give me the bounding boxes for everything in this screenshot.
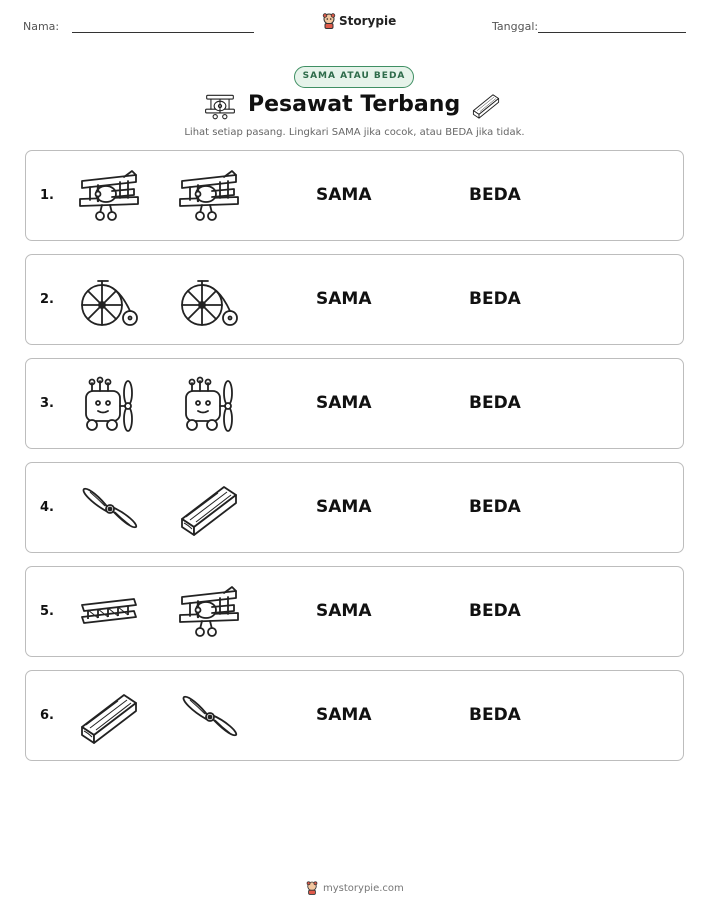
different-option[interactable]: BEDA [469, 705, 521, 725]
category-badge: SAMA ATAU BEDA [294, 66, 414, 88]
same-option[interactable]: SAMA [316, 289, 372, 309]
date-label: Tanggal: [492, 20, 539, 33]
same-option[interactable]: SAMA [316, 393, 372, 413]
wooden-plank-icon [178, 479, 240, 539]
question-row [25, 358, 684, 449]
brand-logo [322, 13, 396, 29]
question-number: 2. [40, 292, 54, 307]
footer [306, 881, 404, 895]
biplane-icon [178, 583, 240, 643]
propeller-icon [178, 687, 240, 747]
question-number: 1. [40, 188, 54, 203]
storypie-mascot-icon [322, 13, 336, 29]
instructions: Lihat setiap pasang. Lingkari SAMA jika cocok, atau BEDA jika tidak. [184, 127, 525, 138]
question-row [25, 670, 684, 761]
airplane-engine-icon [78, 375, 140, 435]
question-row [25, 150, 684, 241]
penny-farthing-bicycle-icon [78, 271, 140, 331]
same-option[interactable]: SAMA [316, 705, 372, 725]
different-option[interactable]: BEDA [469, 185, 521, 205]
footer-url: mystorypie.com [323, 882, 404, 894]
biplane-icon [178, 167, 240, 227]
question-number: 5. [40, 604, 54, 619]
different-option[interactable]: BEDA [469, 393, 521, 413]
different-option[interactable]: BEDA [469, 289, 521, 309]
question-row [25, 566, 684, 657]
brand-name: Storypie [339, 14, 397, 28]
biplane-icon [78, 167, 140, 227]
penny-farthing-bicycle-icon [178, 271, 240, 331]
same-option[interactable]: SAMA [316, 601, 372, 621]
airplane-engine-icon [178, 375, 240, 435]
biplane-icon [200, 90, 240, 122]
question-number: 4. [40, 500, 54, 515]
question-row [25, 254, 684, 345]
name-label: Nama: [23, 20, 60, 33]
different-option[interactable]: BEDA [469, 497, 521, 517]
question-number: 3. [40, 396, 54, 411]
propeller-icon [78, 479, 140, 539]
different-option[interactable]: BEDA [469, 601, 521, 621]
wing-frame-icon [78, 583, 140, 643]
date-line[interactable] [538, 32, 686, 33]
name-line[interactable] [72, 32, 254, 33]
same-option[interactable]: SAMA [316, 185, 372, 205]
wooden-plank-icon [468, 92, 504, 120]
storypie-mascot-icon [306, 881, 318, 895]
same-option[interactable]: SAMA [316, 497, 372, 517]
wooden-plank-icon [78, 687, 140, 747]
question-number: 6. [40, 708, 54, 723]
page-title: Pesawat Terbang [248, 92, 461, 117]
question-row [25, 462, 684, 553]
